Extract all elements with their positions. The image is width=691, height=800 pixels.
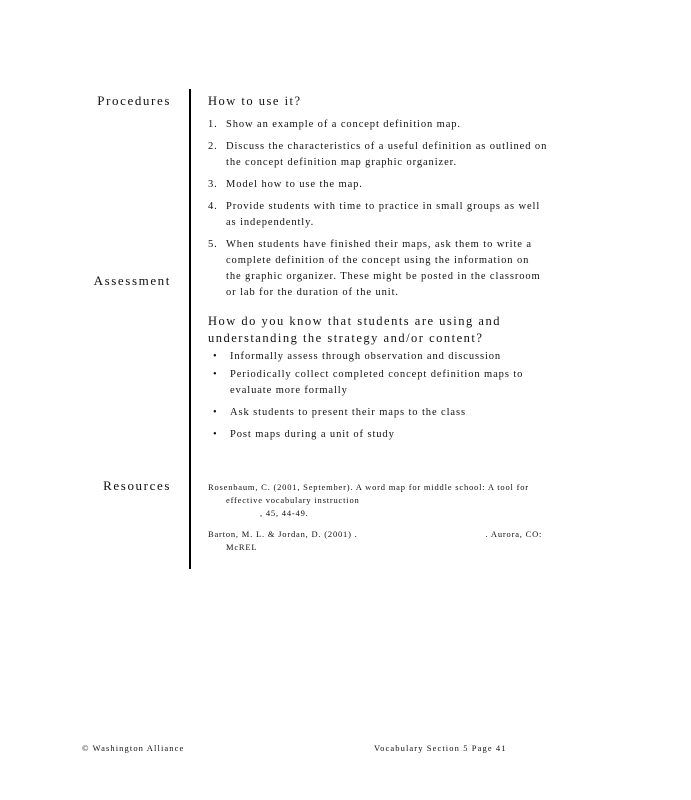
assessment-item-text: Post maps during a unit of study — [230, 429, 395, 440]
section-divider — [189, 89, 191, 569]
assessment-item — [208, 367, 548, 399]
assessment-item — [208, 427, 548, 443]
step-text: Model how to use the map. — [226, 179, 363, 190]
procedure-step — [208, 237, 548, 301]
assessment-heading: How do you know that students are using and understanding the strategy and/or content? — [208, 314, 501, 345]
procedure-step — [208, 177, 548, 193]
reference-text: Barton, M. L. & Jordan, D. (2001) . — [208, 529, 358, 539]
assessment-item — [208, 349, 548, 365]
assessment-section — [208, 313, 548, 443]
bullet: • — [213, 351, 218, 362]
procedure-steps — [208, 117, 548, 301]
assessment-item-text: Informally assess through observation and discussion — [230, 351, 502, 362]
footer-copyright: © Washington Alliance — [82, 743, 185, 753]
step-text: When students have finished their maps, ask them to write a complete definition of the concept using the information on the graphic organizer. These might be posted in the classroom or lab for the duration of the unit. — [226, 239, 541, 298]
reference-rosenbaum — [208, 481, 548, 520]
procedures-heading: How to use it? — [208, 94, 302, 108]
assessment-item — [208, 405, 548, 421]
bullet: • — [213, 369, 218, 380]
assessment-item-text: Ask students to present their maps to the class — [230, 407, 466, 418]
footer-page-number: Vocabulary Section 5 Page 41 — [374, 743, 507, 753]
step-text: Discuss the characteristics of a useful definition as outlined on the concept definition map graphic organizer. — [226, 141, 548, 168]
step-text: Show an example of a concept definition map. — [226, 119, 461, 130]
step-number: 5. — [208, 239, 218, 250]
resources-label: Resources — [103, 478, 171, 493]
procedure-step — [208, 117, 548, 133]
step-number: 2. — [208, 141, 218, 152]
bullet: • — [213, 429, 218, 440]
step-number: 3. — [208, 179, 218, 190]
procedures-section — [208, 93, 548, 301]
reference-publisher: . Aurora, CO: McREL — [226, 529, 543, 552]
procedure-step — [208, 139, 548, 171]
procedure-step — [208, 199, 548, 231]
bullet: • — [213, 407, 218, 418]
resources-section — [208, 481, 548, 554]
reference-barton — [208, 528, 548, 554]
step-text: Provide students with time to practice in small groups as well as independently. — [226, 201, 541, 228]
step-number: 1. — [208, 119, 218, 130]
reference-text: Rosenbaum, C. (2001, September). A word map for middle school: A tool for effective vocabulary instruction — [208, 482, 529, 505]
step-number: 4. — [208, 201, 218, 212]
assessment-item-text: Periodically collect completed concept definition maps to evaluate more formally — [230, 369, 524, 396]
assessment-list — [208, 349, 548, 443]
reference-volume: , 45, 44-49. — [260, 508, 309, 518]
procedures-label: Procedures — [97, 93, 171, 108]
assessment-label: Assessment — [93, 273, 171, 288]
